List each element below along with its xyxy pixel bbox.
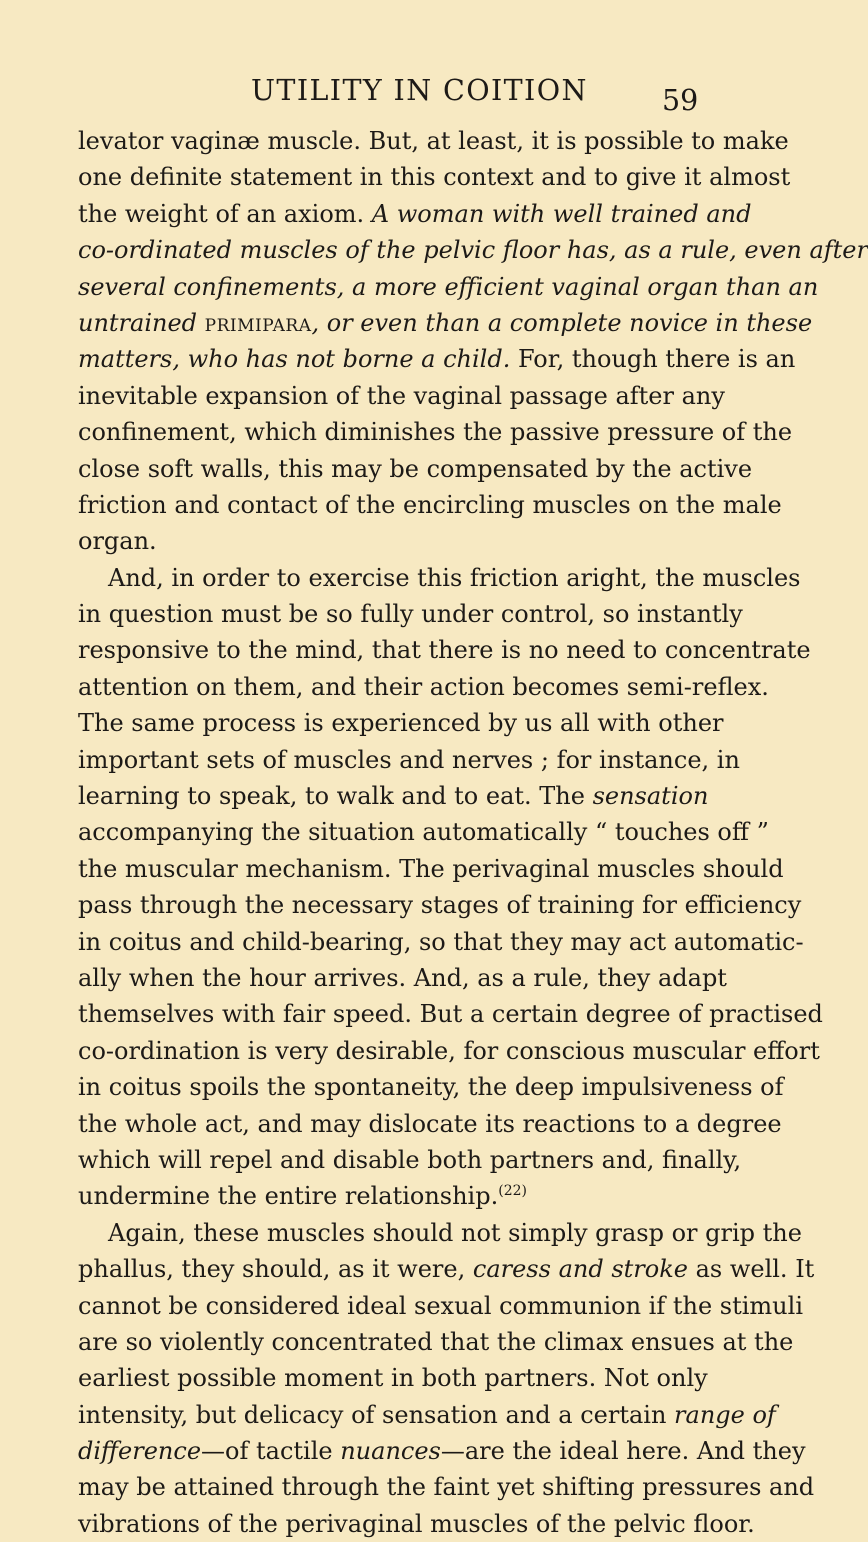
page-number: 59 xyxy=(662,84,699,117)
italic-run: matters, who has not borne a child. xyxy=(78,345,511,374)
paragraph xyxy=(78,1215,815,1542)
paragraph xyxy=(78,560,823,1215)
text-run: accompanying the situation automatically “ touches off ” xyxy=(78,818,769,847)
italic-run: , or even than a complete novice in these xyxy=(311,308,813,337)
text-line xyxy=(78,1215,802,1251)
text-line xyxy=(78,1433,806,1469)
text-line xyxy=(78,1069,784,1105)
italic-run: range of xyxy=(674,1400,776,1429)
text-line xyxy=(78,378,725,414)
text-run: one definite statement in this context and to give it almost xyxy=(78,163,791,192)
text-line xyxy=(78,196,752,232)
text-run: Again, these muscles should not simply grasp or grip the xyxy=(108,1218,802,1247)
text-run: attention on them, and their action becomes semi-reflex. xyxy=(78,672,769,701)
text-run: friction and contact of the encircling muscles on the male xyxy=(78,490,782,519)
text-line xyxy=(78,341,796,377)
text-line xyxy=(78,960,727,996)
text-run: as well. It xyxy=(687,1255,815,1284)
text-line xyxy=(78,523,705,559)
text-line xyxy=(78,1506,755,1542)
text-run: —are the ideal here. And they xyxy=(440,1437,806,1466)
text-run: levator vaginæ muscle. But, at least, it is possible to make xyxy=(78,127,789,155)
text-run: inevitable expansion of the vaginal passage after any xyxy=(78,381,725,410)
text-run: The same process is experienced by us all with other xyxy=(78,709,724,738)
text-line xyxy=(78,269,819,305)
text-line xyxy=(78,1324,794,1360)
paragraph xyxy=(78,123,868,560)
text-run: undermine the entire relationship. xyxy=(78,1182,499,1211)
text-line xyxy=(78,814,769,850)
running-title: UTILITY IN COITION xyxy=(251,74,588,107)
text-line xyxy=(78,1251,815,1287)
text-run: may be attained through the faint yet shifting pressures and xyxy=(78,1473,815,1502)
text-run: And, in order to exercise this friction aright, the muscles xyxy=(108,563,801,592)
text-run: themselves with fair speed. But a certain degree of practised xyxy=(78,1000,823,1029)
text-run: the whole act, and may dislocate its reactions to a degree xyxy=(78,1109,782,1138)
text-line xyxy=(78,1469,815,1505)
text-line xyxy=(78,1142,742,1178)
text-run: For, though there is an xyxy=(510,345,796,374)
italic-run: caress and stroke xyxy=(472,1255,688,1284)
text-line xyxy=(78,414,793,450)
text-line xyxy=(78,123,789,159)
footnote-reference: (22) xyxy=(498,1183,527,1200)
italic-run: difference xyxy=(78,1437,202,1466)
text-line xyxy=(78,451,753,487)
text-line xyxy=(78,1033,820,1069)
text-line xyxy=(78,596,743,632)
italic-run: several confinements, a more efficient vaginal organ than an xyxy=(78,272,819,301)
body-text xyxy=(78,123,868,1542)
text-run: —of tactile xyxy=(201,1437,341,1466)
text-run: responsive to the mind, that there is no need to concentrate xyxy=(78,636,811,665)
italic-run: co-ordinated muscles of the pelvic floor has, as a rule, even after xyxy=(78,236,868,265)
text-run: in question must be so fully under control, so instantly xyxy=(78,600,743,629)
text-line xyxy=(78,632,811,668)
text-line xyxy=(78,1288,803,1324)
text-run: phallus, they should, as it were, xyxy=(78,1255,473,1284)
text-line xyxy=(78,305,813,341)
text-run: confinement, which diminishes the passive pressure of the xyxy=(78,418,793,447)
text-run: cannot be considered ideal sexual communion if the stimuli xyxy=(78,1291,803,1320)
text-line xyxy=(78,1397,776,1433)
italic-run: untrained xyxy=(78,308,205,337)
text-line xyxy=(78,887,802,923)
text-run: co-ordination is very desirable, for conscious muscular effort xyxy=(78,1036,820,1065)
text-run: learning to speak, to walk and to eat. The xyxy=(78,782,593,811)
text-run: close soft walls, this may be compensated by the active xyxy=(78,454,753,483)
text-run: ally when the hour arrives. And, as a rule, they adapt xyxy=(78,963,727,992)
text-run: are so violently concentrated that the climax ensues at the xyxy=(78,1327,794,1356)
text-run: organ. xyxy=(78,527,157,556)
text-run: vibrations of the perivaginal muscles of the pelvic floor. xyxy=(78,1509,755,1538)
text-line xyxy=(78,996,823,1032)
text-line xyxy=(78,1178,705,1214)
text-line xyxy=(78,232,868,268)
text-line xyxy=(78,851,784,887)
text-run: pass through the necessary stages of training for efficiency xyxy=(78,891,802,920)
text-line xyxy=(78,1106,782,1142)
small-caps-run: primipara xyxy=(204,308,312,337)
italic-run: sensation xyxy=(592,782,709,811)
text-run: in coitus spoils the spontaneity, the deep impulsiveness of xyxy=(78,1073,784,1102)
text-line xyxy=(78,487,782,523)
text-line xyxy=(78,560,801,596)
text-line xyxy=(78,778,709,814)
text-line xyxy=(78,742,740,778)
italic-run: A woman with well trained and xyxy=(371,199,752,228)
text-run: earliest possible moment in both partners. Not only xyxy=(78,1364,708,1393)
text-line xyxy=(78,669,769,705)
text-run: in coitus and child-bearing, so that they may act automatic- xyxy=(78,927,804,956)
running-header xyxy=(0,70,800,117)
text-line xyxy=(78,924,804,960)
text-line xyxy=(78,705,724,741)
text-run: the weight of an axiom. xyxy=(78,199,372,228)
text-run: the muscular mechanism. The perivaginal muscles should xyxy=(78,854,784,883)
italic-run: nuances xyxy=(340,1437,441,1466)
text-run: which will repel and disable both partners and, finally, xyxy=(78,1145,742,1174)
text-run: intensity, but delicacy of sensation and a certain xyxy=(78,1400,675,1429)
text-line xyxy=(78,1360,708,1396)
text-run: important sets of muscles and nerves ; for instance, in xyxy=(78,745,740,774)
text-line xyxy=(78,159,791,195)
